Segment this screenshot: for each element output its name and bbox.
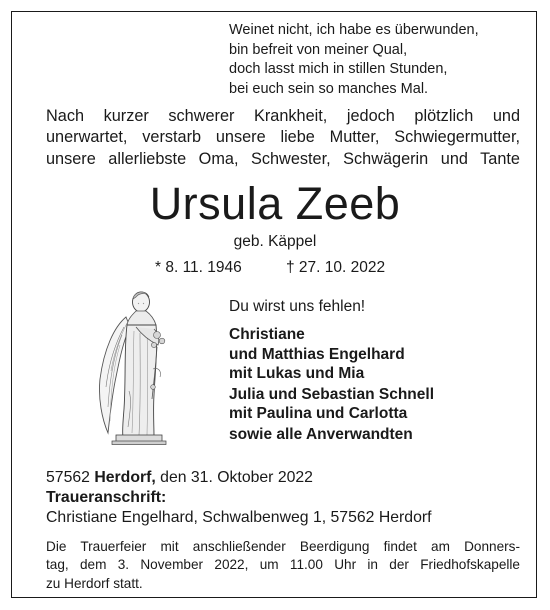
funeral-notice-line: Die Trauerfeier mit anschließender Beerdigung findet am Donners- xyxy=(46,539,520,554)
announcement-line: unerwartet, verstarb unsere liebe Mutter, Schwiegermutter, xyxy=(46,128,520,147)
mourner-line: mit Lukas und Mia xyxy=(229,365,365,383)
funeral-notice xyxy=(46,538,520,593)
poem-line: bei euch sein so manches Mal. xyxy=(229,80,429,97)
mourner-line: sowie alle Anverwandten xyxy=(229,425,413,443)
poem-line: Weinet nicht, ich habe es überwunden, xyxy=(229,22,479,38)
poem-line: bin befreit von meiner Qual, xyxy=(229,41,408,58)
postcode: 57562 xyxy=(46,469,90,486)
funeral-notice-line: zu Herdorf statt. xyxy=(46,575,143,591)
place-date-line xyxy=(46,468,313,488)
mourning-address: Christiane Engelhard, Schwalbenweg 1, 57562 Herdorf xyxy=(46,509,432,526)
angel-icon xyxy=(96,287,174,445)
funeral-notice-line: tag, dem 3. November 2022, um 11.00 Uhr in der Friedhofskapelle xyxy=(46,557,520,573)
family-block xyxy=(229,297,434,445)
town: Herdorf, xyxy=(94,469,156,486)
mourner-line: Julia und Sebastian Schnell xyxy=(229,385,434,403)
farewell-line: Du wirst uns fehlen! xyxy=(229,298,366,315)
announcement-line: Nach kurzer schwerer Krankheit, jedoch plötzlich und xyxy=(46,107,520,125)
address-label: Traueranschrift: xyxy=(46,489,167,506)
mourner-line: mit Paulina und Carlotta xyxy=(229,405,408,423)
mourner-line: und Matthias Engelhard xyxy=(229,345,405,363)
maiden-name: geb. Käppel xyxy=(233,233,317,250)
announcement-date: den 31. Oktober 2022 xyxy=(160,469,313,486)
birth-date: * 8. 11. 1946 xyxy=(155,259,242,276)
announcement-line: unsere allerliebste Oma, Schwester, Schwägerin und Tante xyxy=(46,149,520,168)
mourner-line: Christiane xyxy=(229,326,305,343)
poem xyxy=(229,21,479,99)
deceased-name: Ursula Zeeb xyxy=(149,178,401,229)
announcement-text xyxy=(46,106,520,170)
death-date: † 27. 10. 2022 xyxy=(286,259,386,276)
poem-line: doch lasst mich in stillen Stunden, xyxy=(229,61,448,77)
